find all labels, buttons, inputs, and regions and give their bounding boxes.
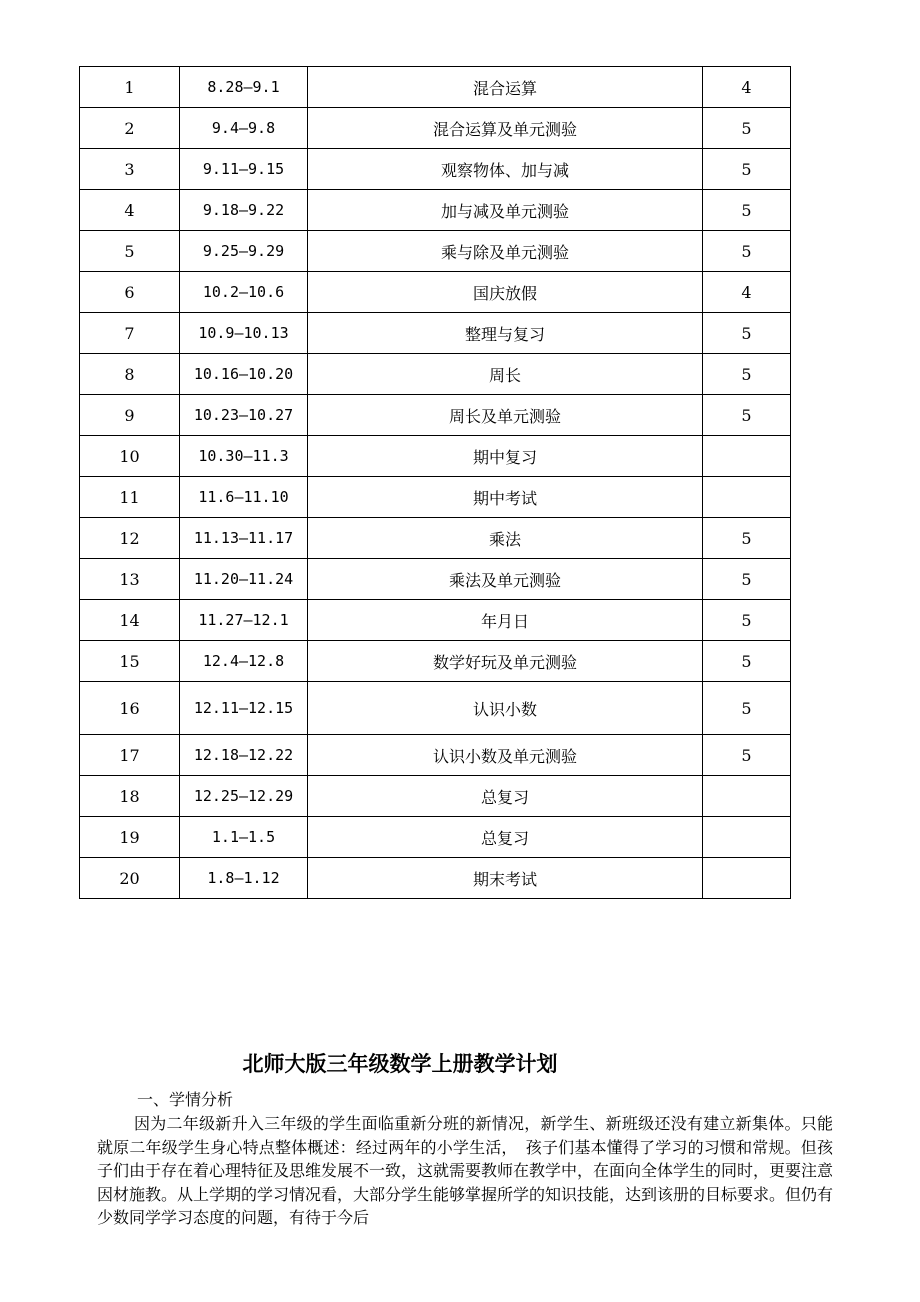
table-row [80,395,791,436]
hours-cell: 5 [703,518,791,559]
dates-cell: 9.11—9.15 [180,149,308,190]
hours-cell: 4 [703,272,791,313]
week-cell: 2 [80,108,180,149]
table-row [80,67,791,108]
table-row [80,108,791,149]
week-cell: 15 [80,641,180,682]
table-row [80,559,791,600]
hours-cell: 5 [703,682,791,735]
dates-cell: 12.11—12.15 [180,682,308,735]
week-cell: 1 [80,67,180,108]
week-cell: 8 [80,354,180,395]
table-row [80,477,791,518]
content-cell: 周长及单元测验 [308,395,703,436]
dates-cell: 11.13—11.17 [180,518,308,559]
content-cell: 整理与复习 [308,313,703,354]
content-cell: 乘法及单元测验 [308,559,703,600]
table-row [80,313,791,354]
hours-cell: 5 [703,600,791,641]
content-cell: 数学好玩及单元测验 [308,641,703,682]
dates-cell: 10.30—11.3 [180,436,308,477]
content-cell: 期末考试 [308,858,703,899]
table-row [80,149,791,190]
week-cell: 4 [80,190,180,231]
content-cell: 年月日 [308,600,703,641]
week-cell: 10 [80,436,180,477]
week-cell: 19 [80,817,180,858]
table-row [80,858,791,899]
table-row [80,272,791,313]
table-row [80,231,791,272]
week-cell: 3 [80,149,180,190]
hours-cell: 5 [703,190,791,231]
body-paragraph: 因为二年级新升入三年级的学生面临重新分班的新情况，新学生、新班级还没有建立新集体。只能就原二年级学生身心特点整体概述：经过两年的小学生活， 孩子们基本懂得了学习的习惯和常规。但孩子们由于存在着心理特征及思维发展不一致，这就需要教师在教学中，在面向全体学生的同时，更要注意因材施教。从上学期的学习情况看，大部分学生能够掌握所学的知识技能，达到该册的目标要求。但仍有少数同学学习态度的问题，有待于今后 [97,1114,834,1227]
dates-cell: 12.18—12.22 [180,735,308,776]
hours-cell: 5 [703,735,791,776]
content-cell: 乘与除及单元测验 [308,231,703,272]
table-row [80,682,791,735]
dates-cell: 10.16—10.20 [180,354,308,395]
week-cell: 7 [80,313,180,354]
dates-cell: 11.20—11.24 [180,559,308,600]
content-cell: 混合运算 [308,67,703,108]
dates-cell: 12.4—12.8 [180,641,308,682]
hours-cell: 5 [703,354,791,395]
content-cell: 总复习 [308,776,703,817]
content-cell: 周长 [308,354,703,395]
hours-cell: 5 [703,231,791,272]
hours-cell [703,858,791,899]
table-row [80,518,791,559]
dates-cell: 10.2—10.6 [180,272,308,313]
dates-cell: 9.4—9.8 [180,108,308,149]
dates-cell: 1.8—1.12 [180,858,308,899]
content-cell: 认识小数 [308,682,703,735]
teaching-schedule-table [79,66,791,899]
hours-cell [703,776,791,817]
hours-cell: 4 [703,67,791,108]
content-cell: 总复习 [308,817,703,858]
table-row [80,735,791,776]
dates-cell: 11.6—11.10 [180,477,308,518]
content-cell: 观察物体、加与减 [308,149,703,190]
hours-cell: 5 [703,313,791,354]
document-title: 北师大版三年级数学上册教学计划 [242,1052,558,1076]
content-cell: 国庆放假 [308,272,703,313]
content-cell: 认识小数及单元测验 [308,735,703,776]
table-row [80,641,791,682]
hours-cell: 5 [703,395,791,436]
week-cell: 5 [80,231,180,272]
dates-cell: 9.25—9.29 [180,231,308,272]
week-cell: 20 [80,858,180,899]
hours-cell: 5 [703,108,791,149]
hours-cell [703,477,791,518]
table-row [80,817,791,858]
week-cell: 12 [80,518,180,559]
week-cell: 11 [80,477,180,518]
content-cell: 混合运算及单元测验 [308,108,703,149]
content-cell: 加与减及单元测验 [308,190,703,231]
hours-cell: 5 [703,559,791,600]
table-row [80,354,791,395]
table-row [80,190,791,231]
hours-cell: 5 [703,641,791,682]
content-cell: 期中考试 [308,477,703,518]
content-cell: 期中复习 [308,436,703,477]
table-row [80,436,791,477]
hours-cell: 5 [703,149,791,190]
table-row [80,600,791,641]
week-cell: 13 [80,559,180,600]
dates-cell: 12.25—12.29 [180,776,308,817]
week-cell: 16 [80,682,180,735]
dates-cell: 8.28—9.1 [180,67,308,108]
week-cell: 18 [80,776,180,817]
dates-cell: 1.1—1.5 [180,817,308,858]
week-cell: 6 [80,272,180,313]
hours-cell [703,436,791,477]
dates-cell: 10.23—10.27 [180,395,308,436]
week-cell: 17 [80,735,180,776]
week-cell: 9 [80,395,180,436]
content-cell: 乘法 [308,518,703,559]
section-heading: 一、学情分析 [137,1090,234,1109]
table-row [80,776,791,817]
schedule-body [80,67,791,899]
dates-cell: 10.9—10.13 [180,313,308,354]
week-cell: 14 [80,600,180,641]
dates-cell: 11.27—12.1 [180,600,308,641]
hours-cell [703,817,791,858]
dates-cell: 9.18—9.22 [180,190,308,231]
